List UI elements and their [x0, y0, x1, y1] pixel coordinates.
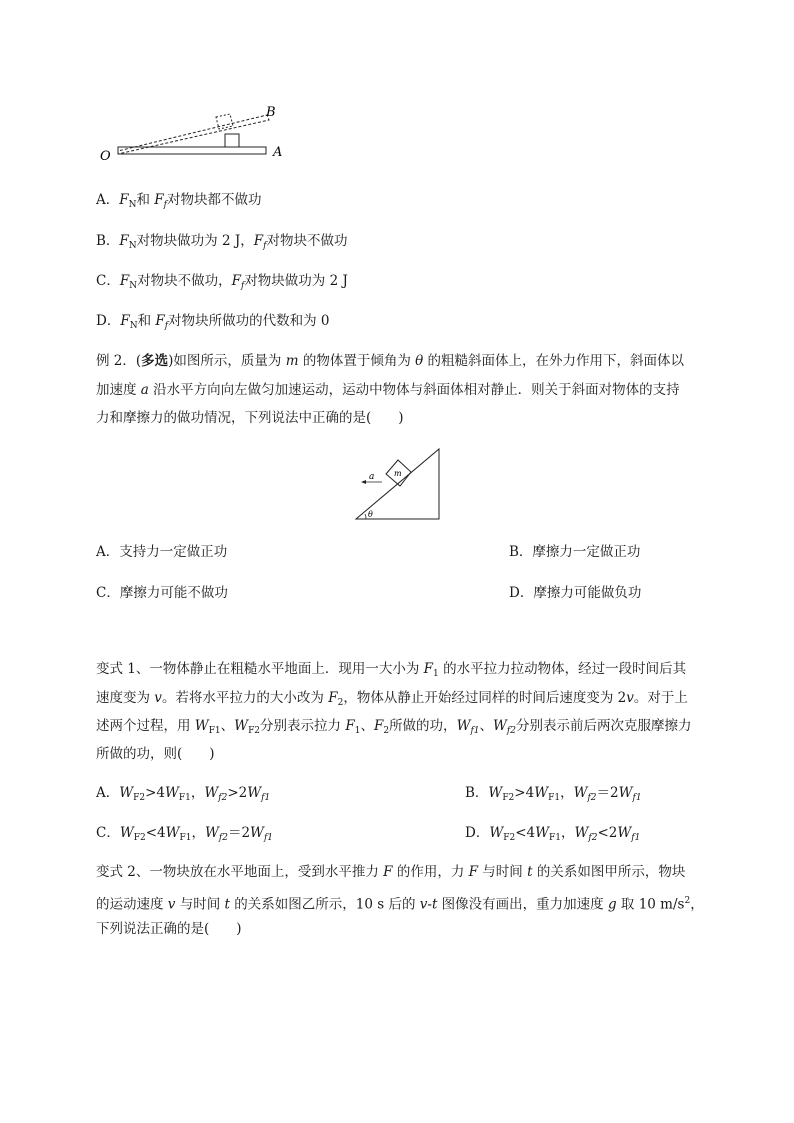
accel-arrowhead — [361, 480, 366, 484]
var1-stem-line2: 速度变为 v。若将水平拉力的大小改为 $F_2$，物体从静止开始经过同样的时间后速度变为 2v。对于上 — [96, 690, 688, 708]
label-m: m — [394, 469, 402, 478]
var1-option-b: B．$W_{F2}>4W_{F1}$，$W_{f2}=2W_{f1}$ — [465, 785, 642, 803]
var1-stem-line1: 变式 1、一物体静止在粗糙水平地面上．现用一大小为 $F_1$ 的水平拉力拉动物体，经过一段时间后其 — [96, 661, 687, 679]
label-A: A — [273, 145, 283, 160]
wedge-figure — [352, 446, 444, 522]
ex1-option-b: B．$F_N$对物块做功为 2 J，$F_f$对物块不做功 — [96, 233, 348, 251]
label-theta: θ — [368, 510, 373, 519]
ex2-option-d: D．摩擦力可能做负功 — [509, 585, 642, 601]
ex1-option-a: A．$F_N$和 $F_f$对物块都不做功 — [96, 192, 262, 210]
var2-stem-line2: 的运动速度 v 与时间 t 的关系如图乙所示，10 s 后的 v-t 图像没有画出，重力加速度 g 取 10 $m/s^2$， — [96, 896, 704, 913]
ex1-option-c: C．$F_N$对物块不做功，$F_f$对物块做功为 2 J — [96, 273, 348, 291]
inclined-board-dashed — [118, 115, 269, 154]
horizontal-board — [118, 147, 266, 154]
block-on-board — [225, 134, 239, 147]
var1-option-a: A．$W_{F2}>4W_{F1}$，$W_{f2}>2W_{f1}$ — [96, 785, 271, 803]
label-B: B — [266, 105, 276, 120]
var2-stem-line1: 变式 2、一物块放在水平地面上，受到水平推力 F 的作用，力 F 与时间 t 的关系如图甲所示，物块 — [96, 864, 686, 880]
label-O: O — [100, 149, 111, 164]
var2-stem-line3: 下列说法正确的是( ) — [96, 921, 242, 937]
ex2-option-a: A．支持力一定做正功 — [96, 544, 228, 560]
angle-arc — [365, 514, 366, 519]
ex2-stem-line1: 例 2．(多选)如图所示，质量为 m 的物体置于倾角为 θ 的粗糙斜面体上，在外力作用下，斜面体以 — [96, 353, 685, 369]
incline-board-figure — [96, 98, 296, 164]
var1-stem-line3: 述两个过程，用 $W_{F1}$、$W_{F2}$分别表示拉力 $F_1$、$F_2$所做的功，$W_{f1}$、$W_{f2}$分别表示前后两次克服摩擦力 — [96, 718, 692, 736]
ex2-stem-line3: 力和摩擦力的做功情况，下列说法中正确的是( ) — [96, 410, 404, 426]
ex2-option-c: C．摩擦力可能不做功 — [96, 585, 228, 601]
ex2-option-b: B．摩擦力一定做正功 — [509, 544, 641, 560]
label-a: a — [369, 472, 375, 482]
var1-option-d: D．$W_{F2}<4W_{F1}$，$W_{f2}<2W_{f1}$ — [465, 825, 641, 843]
ex2-stem-line2: 加速度 a 沿水平方向向左做匀加速运动，运动中物体与斜面体相对静止．则关于斜面对物体的支持 — [96, 382, 680, 398]
var1-option-c: C．$W_{F2}<4W_{F1}$，$W_{f2}=2W_{f1}$ — [96, 825, 273, 843]
ex1-option-d: D．$F_N$和 $F_f$对物块所做功的代数和为 0 — [96, 313, 330, 331]
var1-stem-line4: 所做的功，则( ) — [96, 746, 215, 762]
